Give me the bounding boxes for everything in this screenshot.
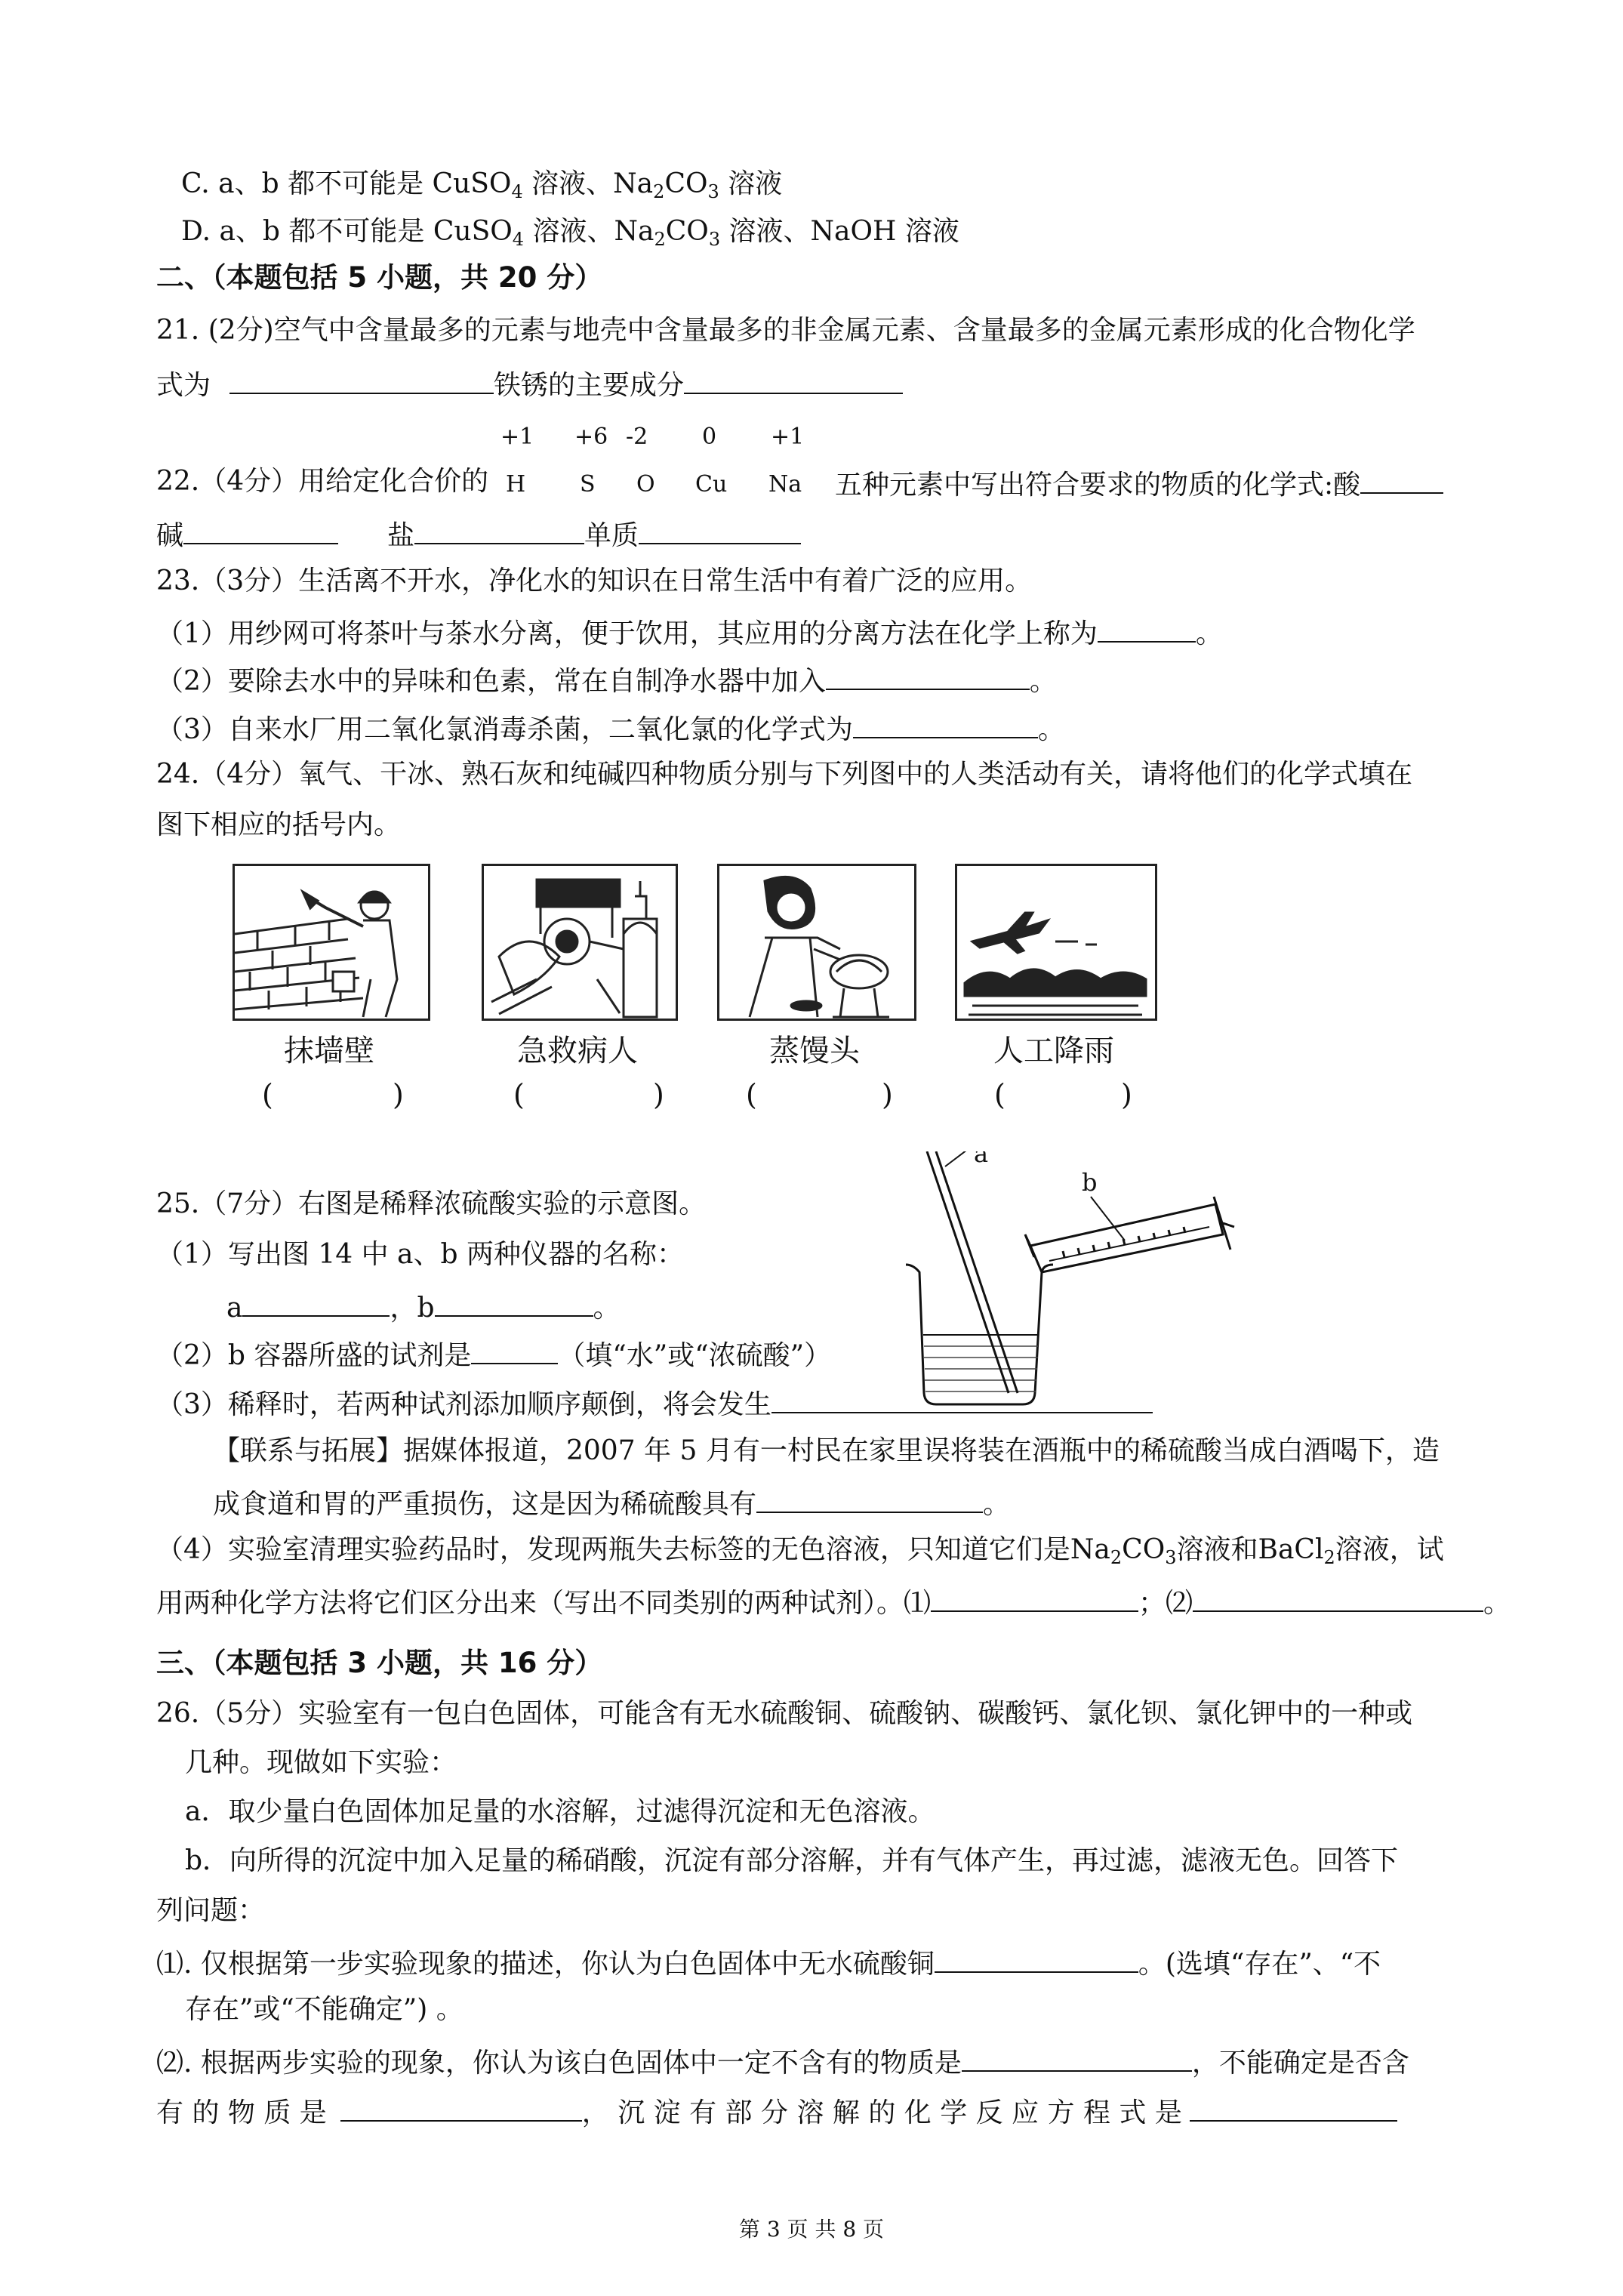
q25-blank-b[interactable] bbox=[435, 1288, 593, 1317]
element-h: H bbox=[506, 471, 526, 498]
section-2-heading: 二、（本题包括 5 小题，共 20 分） bbox=[156, 261, 603, 294]
q25-blank-property[interactable] bbox=[756, 1484, 983, 1513]
q24-line2: 图下相应的括号内。 bbox=[156, 809, 402, 840]
q26-s2-line1: ⑵. 根据两步实验的现象，你认为该白色固体中一定不含有的物质是 ，不能确定是否含 bbox=[156, 2043, 1409, 2080]
q25-ext-line1: 【联系与拓展】据媒体报道，2007 年 5 月有一村民在家里误将装在酒瓶中的稀硫酸当成白酒喝下，造 bbox=[213, 1435, 1440, 1466]
q24-line1: 24.（4分）氧气、干冰、熟石灰和纯碱四种物质分别与下列图中的人类活动有关，请将他们的化学式填在 bbox=[156, 759, 1413, 790]
q26-step-b2: 列问题： bbox=[156, 1895, 266, 1926]
q26-line2: 几种。现做如下实验： bbox=[185, 1747, 457, 1778]
page-footer: 第 3 页 共 8 页 bbox=[738, 2217, 885, 2242]
q26-step-b: b．向所得的沉淀中加入足量的稀硝酸，沉淀有部分溶解，并有气体产生，再过滤，滤液无色。回答下 bbox=[185, 1845, 1399, 1876]
element-o: O bbox=[636, 471, 655, 498]
section-3-heading: 三、（本题包括 3 小题，共 16 分） bbox=[156, 1647, 603, 1679]
element-cu: Cu bbox=[695, 471, 728, 498]
q23-blank-1[interactable] bbox=[1098, 614, 1196, 643]
answer-paren-3-open: ( bbox=[746, 1078, 757, 1111]
caption-plastering-wall: 抹墙壁 bbox=[284, 1034, 374, 1068]
q25-ext-line2: 成食道和胃的严重损伤，这是因为稀硫酸具有 。 bbox=[213, 1484, 1010, 1521]
q25-p1-blanks: a ，b 。 bbox=[226, 1288, 621, 1325]
answer-paren-3-close: ) bbox=[882, 1078, 893, 1111]
q21-line2: 式为 铁锈的主要成分 bbox=[156, 365, 903, 402]
answer-paren-2-open: ( bbox=[513, 1078, 525, 1111]
q25-blank-reagent[interactable] bbox=[471, 1336, 558, 1364]
element-na: Na bbox=[768, 471, 802, 498]
q22-blank-acid[interactable] bbox=[1360, 465, 1443, 494]
label-b: b bbox=[1082, 1168, 1098, 1197]
q25-p1: （1）写出图 14 中 a、b 两种仪器的名称： bbox=[156, 1239, 684, 1270]
illustration-artificial-rain bbox=[955, 864, 1157, 1021]
label-a: a bbox=[974, 1151, 989, 1168]
answer-paren-2-close: ) bbox=[653, 1078, 664, 1111]
q22-line2: 碱 盐 单质 bbox=[156, 516, 801, 553]
q22-line1-tail: 五种元素中写出符合要求的物质的化学式:酸 bbox=[835, 465, 1443, 502]
caption-artificial-rain: 人工降雨 bbox=[993, 1034, 1114, 1068]
valence-3: -2 bbox=[626, 424, 648, 450]
answer-paren-4-close: ) bbox=[1121, 1078, 1132, 1111]
option-d: D. a、b 都不可能是 CuSO$_4$ 溶液、$Na_2CO_3$ 溶液、NaOH 溶液 bbox=[181, 216, 959, 250]
q25-p4-line1: （4）实验室清理实验药品时，发现两瓶失去标签的无色溶液，只知道它们是$Na_2CO_3$溶液和BaCl$_2$溶液，试 bbox=[156, 1534, 1444, 1568]
q25-p3: （3）稀释时，若两种试剂添加顺序颠倒，将会发生 bbox=[156, 1385, 1153, 1422]
q23-blank-2[interactable] bbox=[826, 661, 1030, 690]
q26-s2-line2: 有 的 物 质 是 ， 沉 淀 有 部 分 溶 解 的 化 学 反 应 方 程 式 是 bbox=[156, 2093, 1397, 2130]
q22-blank-base[interactable] bbox=[183, 516, 338, 544]
q21-line1: 21. (2分)空气中含量最多的元素与地壳中含量最多的非金属元素、含量最多的金属元素形成的化合物化学 bbox=[156, 315, 1415, 346]
valence-2: +6 bbox=[574, 424, 608, 450]
q26-blank-1[interactable] bbox=[935, 1944, 1138, 1973]
illustration-first-aid bbox=[482, 864, 678, 1021]
q25-p4-line2: 用两种化学方法将它们区分出来（写出不同类别的两种试剂）。⑴ ；⑵ 。 bbox=[156, 1583, 1511, 1620]
valence-1: +1 bbox=[500, 424, 534, 450]
q26-s1-line2: 存在”或“不能确定”) 。 bbox=[185, 1994, 463, 2025]
element-s: S bbox=[580, 471, 596, 498]
q21-blank-1[interactable] bbox=[229, 365, 494, 394]
q25-blank-a[interactable] bbox=[242, 1288, 390, 1317]
answer-paren-4-open: ( bbox=[994, 1078, 1006, 1111]
q23-p1: （1）用纱网可将茶叶与茶水分离，便于饮用，其应用的分离方法在化学上称为 。 bbox=[156, 614, 1223, 651]
q25-blank-reagent-2[interactable] bbox=[1193, 1583, 1483, 1612]
q21-blank-2[interactable] bbox=[684, 365, 903, 394]
q25-blank-reagent-1[interactable] bbox=[931, 1583, 1138, 1612]
q23-blank-3[interactable] bbox=[853, 710, 1038, 738]
caption-first-aid: 急救病人 bbox=[517, 1034, 638, 1068]
caption-steaming-buns: 蒸馒头 bbox=[769, 1034, 860, 1068]
q23-p2: （2）要除去水中的异味和色素，常在自制净水器中加入 。 bbox=[156, 661, 1057, 698]
q26-line1: 26.（5分）实验室有一包白色固体，可能含有无水硫酸铜、硫酸钠、碳酸钙、氯化钡、氯化钾中的一种或 bbox=[156, 1698, 1413, 1729]
q22-blank-salt[interactable] bbox=[414, 516, 584, 544]
valence-4: 0 bbox=[702, 424, 717, 450]
q22-blank-element[interactable] bbox=[639, 516, 801, 544]
option-c: C. a、b 都不可能是 CuSO$_4$ 溶液、$Na_2CO_3$ 溶液 bbox=[181, 168, 783, 202]
q26-s1-line1: ⑴. 仅根据第一步实验现象的描述，你认为白色固体中无水硫酸铜 。(选填“存在”、“不 bbox=[156, 1944, 1381, 1981]
q22-line1: 22.（4分）用给定化合价的 bbox=[156, 466, 489, 497]
illustration-steaming-buns bbox=[717, 864, 916, 1021]
valence-5: +1 bbox=[771, 424, 805, 450]
q23-p3: （3）自来水厂用二氧化氯消毒杀菌，二氧化氯的化学式为 。 bbox=[156, 710, 1065, 747]
q25-p2: （2）b 容器所盛的试剂是 （填“水”或“浓硫酸”） bbox=[156, 1336, 831, 1373]
q26-blank-2[interactable] bbox=[962, 2043, 1192, 2072]
q26-blank-4[interactable] bbox=[1190, 2093, 1397, 2122]
q25-stem: 25.（7分）右图是稀释浓硫酸实验的示意图。 bbox=[156, 1188, 707, 1219]
answer-paren-1-close: ) bbox=[393, 1078, 404, 1111]
q26-blank-3[interactable] bbox=[340, 2093, 582, 2122]
dilution-apparatus-diagram bbox=[898, 1151, 1246, 1408]
illustration-plastering-wall bbox=[233, 864, 430, 1021]
q23-stem: 23.（3分）生活离不开水，净化水的知识在日常生活中有着广泛的应用。 bbox=[156, 566, 1033, 596]
answer-paren-1-open: ( bbox=[262, 1078, 273, 1111]
q26-step-a: a．取少量白色固体加足量的水溶解，过滤得沉淀和无色溶液。 bbox=[185, 1796, 935, 1827]
